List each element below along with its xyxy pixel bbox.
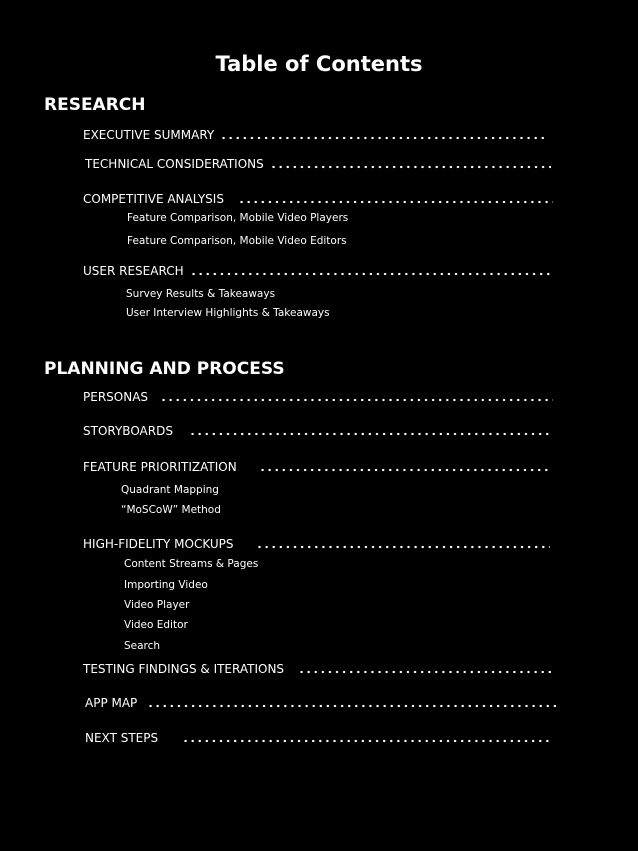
toc-entry-competitive-analysis[interactable] bbox=[83, 190, 553, 208]
toc-entry-feature-prioritization[interactable] bbox=[83, 458, 550, 476]
toc-subitem[interactable]: Search bbox=[124, 640, 161, 652]
section-heading-planning-and-process: PLANNING AND PROCESS bbox=[44, 359, 285, 379]
toc-subitem[interactable]: Quadrant Mapping bbox=[121, 484, 219, 496]
toc-label: FEATURE PRIORITIZATION bbox=[83, 460, 237, 474]
toc-label: NEXT STEPS bbox=[85, 731, 159, 745]
toc-subitem[interactable]: “MoSCoW” Method bbox=[121, 504, 221, 516]
section-heading-research: RESEARCH bbox=[44, 95, 146, 115]
toc-label: APP MAP bbox=[85, 696, 138, 710]
dot-leader bbox=[238, 190, 553, 208]
toc-entry-technical-considerations[interactable] bbox=[85, 155, 551, 173]
dot-leader bbox=[270, 155, 551, 173]
dot-leader bbox=[160, 388, 553, 406]
toc-subitem[interactable]: Video Editor bbox=[124, 619, 188, 631]
toc-subitem[interactable]: Importing Video bbox=[124, 579, 208, 591]
toc-subitem[interactable]: Survey Results & Takeaways bbox=[126, 288, 276, 300]
toc-label: STORYBOARDS bbox=[83, 424, 173, 438]
dot-leader bbox=[256, 535, 550, 553]
dot-leader bbox=[259, 458, 550, 476]
toc-entry-app-map[interactable] bbox=[85, 694, 557, 712]
toc-entry-high-fidelity-mockups[interactable] bbox=[83, 535, 550, 553]
toc-label: TECHNICAL CONSIDERATIONS bbox=[85, 157, 264, 171]
toc-entry-storyboards[interactable] bbox=[83, 422, 550, 440]
toc-entry-next-steps[interactable] bbox=[85, 729, 551, 747]
toc-label: EXECUTIVE SUMMARY bbox=[83, 128, 215, 142]
toc-subitem[interactable]: Content Streams & Pages bbox=[124, 558, 259, 570]
toc-label: COMPETITIVE ANALYSIS bbox=[83, 192, 224, 206]
toc-entry-user-research[interactable] bbox=[83, 262, 550, 280]
toc-label: PERSONAS bbox=[83, 390, 149, 404]
dot-leader bbox=[190, 262, 550, 280]
toc-entry-personas[interactable] bbox=[83, 388, 553, 406]
toc-label: TESTING FINDINGS & ITERATIONS bbox=[83, 662, 285, 676]
dot-leader bbox=[298, 660, 551, 678]
page-title: Table of Contents bbox=[215, 52, 423, 76]
toc-subitem[interactable]: Video Player bbox=[124, 599, 190, 611]
toc-subitem[interactable]: Feature Comparison, Mobile Video Players bbox=[127, 212, 349, 224]
dot-leader bbox=[182, 729, 551, 747]
toc-subitem[interactable]: Feature Comparison, Mobile Video Editors bbox=[127, 235, 347, 247]
toc-label: USER RESEARCH bbox=[83, 264, 184, 278]
toc-subitem[interactable]: User Interview Highlights & Takeaways bbox=[126, 307, 330, 319]
toc-entry-executive-summary[interactable] bbox=[83, 126, 548, 144]
dot-leader bbox=[220, 126, 548, 144]
toc-label: HIGH-FIDELITY MOCKUPS bbox=[83, 537, 234, 551]
toc-entry-testing-findings[interactable] bbox=[83, 660, 551, 678]
dot-leader bbox=[147, 694, 557, 712]
dot-leader bbox=[189, 422, 550, 440]
